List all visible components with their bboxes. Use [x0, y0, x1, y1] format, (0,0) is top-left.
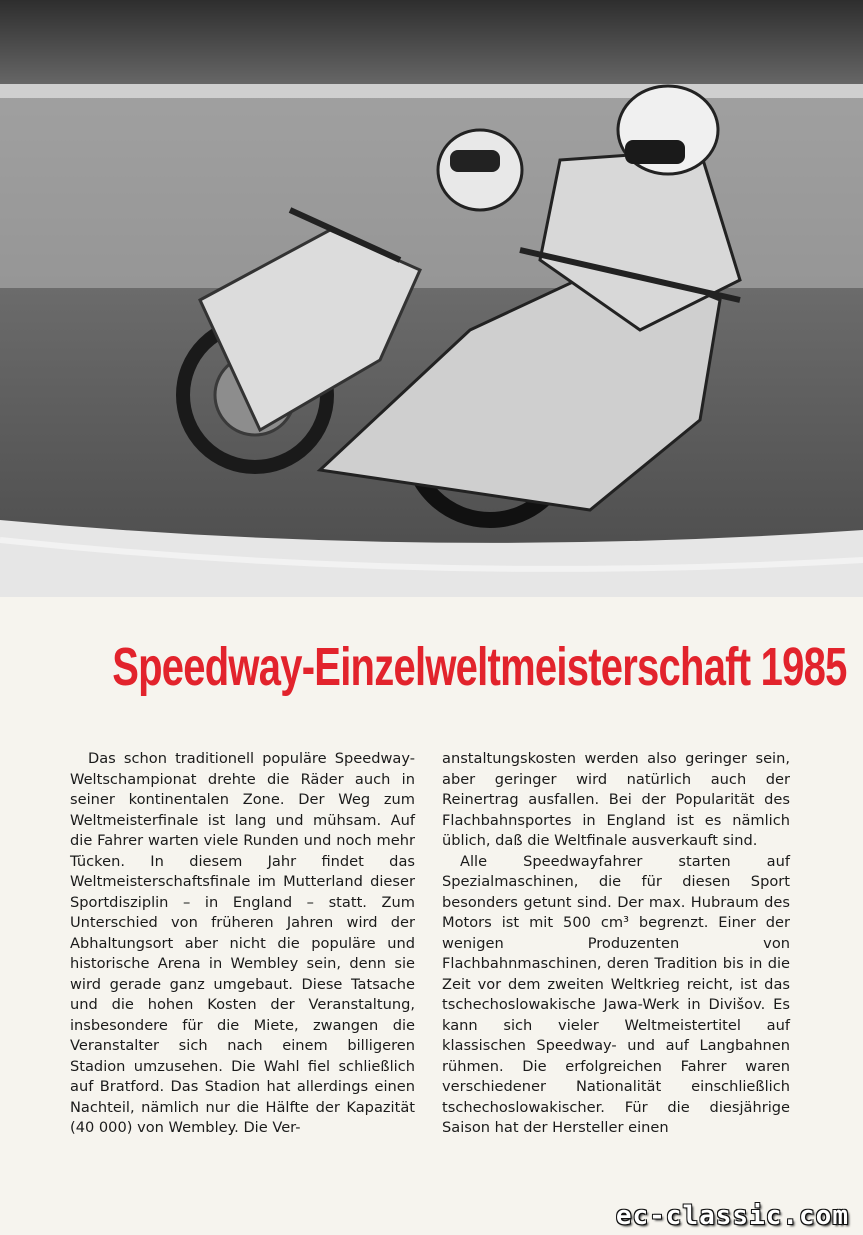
- watermark: ec-classic.com: [615, 1201, 849, 1231]
- photo-illustration: [0, 0, 863, 597]
- article-paragraph: Das schon traditionell populäre Speedway-Weltschampionat drehte die Räder auch in seiner kontinentalen Zone. Der Weg zum Weltmeisterfinale ist lang und mühsam. Auf die Fahrer warten viele Runden und noch mehr Tücken. In diesem Jahr findet das Weltmeisterschaftsfinale im Mutterland dieser Sportdisziplin – in England – statt. Zum Unterschied von früheren Jahren wird der Abhaltungsort aber nicht die populäre und historische Arena in Wembley sein, denn sie wird gerade ganz umgebaut. Diese Tatsache und die hohen Kosten der Veranstaltung, insbesondere für die Miete, zwangen die Veranstalter sich nach einem billigeren Stadion umzusehen. Die Wahl fiel schließlich auf Bratford. Das Stadion hat allerdings einen Nachteil, nämlich nur die Hälfte der Kapazität (40 000) von Wembley. Die Ver-: [70, 750, 415, 1136]
- article-paragraph: Alle Speedwayfahrer starten auf Spezialmaschinen, die für diesen Sport besonders getunt sind. Der max. Hubraum des Motors ist mit 500 cm³ begrenzt. Einer der wenigen Produzenten von Flachbahnmaschinen, deren Tradition bis in die Zeit vor dem zweiten Weltkrieg reicht, ist das tschechoslowakische Jawa-Werk in Divišov. Es kann sich vieler Weltmeistertitel auf klassischen Speedway- und auf Langbahnen rühmen. Die erfolgreichen Fahrer waren verschiedener Nationalität einschließlich tschechoslowakischer. Für die diesjährige Saison hat der Hersteller einen: [442, 852, 790, 1136]
- speedway-riders-photo: [0, 0, 863, 597]
- article-column-left: [70, 749, 415, 1139]
- article-headline: Speedway-Einzelweltmeisterschaft 1985: [112, 637, 847, 697]
- article-paragraph: anstaltungskosten werden also geringer sein, aber geringer wird natürlich auch der Reinertrag ausfallen. Bei der Popularität des Flachbahnsportes in England ist es nämlich üblich, daß die Weltfinale ausverkauft sind.: [442, 750, 790, 849]
- article-column-right: [442, 749, 790, 1139]
